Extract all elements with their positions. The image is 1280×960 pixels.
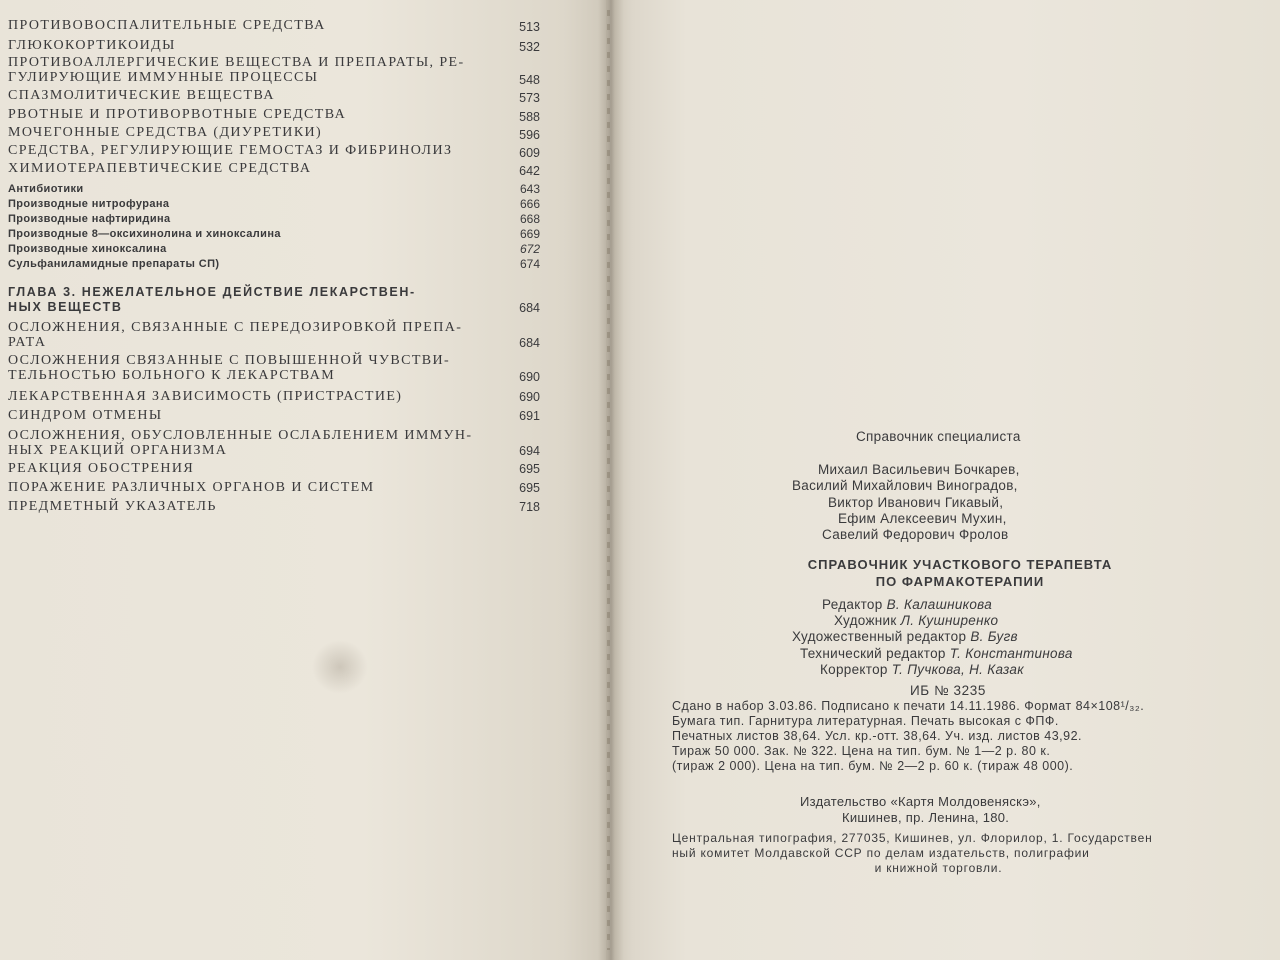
paper-stain bbox=[312, 640, 368, 694]
credit-art-editor bbox=[792, 629, 1018, 644]
toc-entry-title: ХИМИОТЕРАПЕВТИЧЕСКИЕ СРЕДСТВА bbox=[8, 161, 312, 176]
toc-entry-page: 690 bbox=[519, 370, 540, 384]
credit-role: Редактор bbox=[822, 597, 883, 612]
credit-person: В. Бугв bbox=[970, 629, 1018, 644]
toc-entry-page: 695 bbox=[519, 462, 540, 476]
book-title bbox=[770, 556, 1150, 590]
toc-entry-page: 674 bbox=[519, 257, 540, 271]
printing-house: Центральная типография, 277035, Кишинев, ул. Флорилор, 1. Государствен ный комитет Молдавской ССР по делам издательств, полиграфии и книжной торговли. bbox=[672, 831, 1153, 875]
credit-person: В. Калашникова bbox=[886, 597, 993, 612]
toc-entry-title: СПАЗМОЛИТИЧЕСКИЕ ВЕЩЕСТВА bbox=[8, 88, 275, 103]
toc-entry-page: 718 bbox=[519, 500, 540, 514]
toc-entry-title: ГЛЮКОКОРТИКОИДЫ bbox=[8, 38, 176, 53]
toc-entry-page: 609 bbox=[519, 146, 540, 160]
author-name: Виктор Иванович Гикавый, bbox=[828, 495, 1004, 510]
toc-entry-title: РВОТНЫЕ И ПРОТИВОРВОТНЫЕ СРЕДСТВА bbox=[8, 107, 347, 122]
credit-role: Художественный редактор bbox=[792, 629, 967, 644]
toc-entry-title: СРЕДСТВА, РЕГУЛИРУЮЩИЕ ГЕМОСТАЗ И ФИБРИНОЛИЗ bbox=[8, 143, 453, 158]
print-specifications: Сдано в набор 3.03.86. Подписано к печати 14.11.1986. Формат 84×108¹/₃₂. Бумага тип. Гарнитура литературная. Печать высокая с ФПФ. Печатных листов 38,64. Усл. кр.-отт. 38,64. Уч. изд. листов 43,92. Тираж 50 000. Зак. № 322. Цена на тип. бум. № 1—2 р. 80 к. (тираж 2 000). Цена на тип. бум. № 2—2 р. 60 к. (тираж 48 000). bbox=[672, 699, 1145, 773]
toc-entry-title: ПРОТИВОВОСПАЛИТЕЛЬНЫЕ СРЕДСТВА bbox=[8, 18, 326, 33]
author-name: Савелий Федорович Фролов bbox=[822, 527, 1009, 542]
toc-entry-page: 666 bbox=[519, 197, 540, 211]
toc-entry-title: ЛЕКАРСТВЕННАЯ ЗАВИСИМОСТЬ (ПРИСТРАСТИЕ) bbox=[8, 389, 403, 404]
publication-number: ИБ № 3235 bbox=[910, 683, 986, 698]
toc-entry-page: 548 bbox=[519, 73, 540, 87]
credit-role: Корректор bbox=[820, 662, 888, 677]
author-name: Михаил Васильевич Бочкарев, bbox=[818, 462, 1020, 477]
toc-entry-title: ОСЛОЖНЕНИЯ, ОБУСЛОВЛЕННЫЕ ОСЛАБЛЕНИЕМ ИММУН- НЫХ РЕАКЦИЙ ОРГАНИЗМА bbox=[8, 428, 473, 458]
toc-entry-title: МОЧЕГОННЫЕ СРЕДСТВА (ДИУРЕТИКИ) bbox=[8, 125, 323, 140]
toc-entry-page: 672 bbox=[519, 242, 540, 256]
toc-entry-title: ПРЕДМЕТНЫЙ УКАЗАТЕЛЬ bbox=[8, 499, 217, 514]
toc-entry-title: СИНДРОМ ОТМЕНЫ bbox=[8, 408, 163, 423]
credit-person: Л. Кушниренко bbox=[900, 613, 999, 628]
toc-entry-title: РЕАКЦИЯ ОБОСТРЕНИЯ bbox=[8, 461, 195, 476]
toc-entry-title: Производные нафтиридина bbox=[8, 213, 171, 225]
toc-entry-page: 684 bbox=[519, 336, 540, 350]
book-title-line: ПО ФАРМАКОТЕРАПИИ bbox=[875, 574, 1045, 589]
credit-editor bbox=[822, 597, 992, 612]
book-title-line: СПРАВОЧНИК УЧАСТКОВОГО ТЕРАПЕВТА bbox=[807, 557, 1113, 572]
toc-entry-title: ГЛАВА 3. НЕЖЕЛАТЕЛЬНОЕ ДЕЙСТВИЕ ЛЕКАРСТВЕН- НЫХ ВЕЩЕСТВ bbox=[8, 285, 416, 314]
toc-entry-page: 573 bbox=[519, 91, 540, 105]
credit-tech-editor bbox=[800, 646, 1073, 661]
toc-entry-title: ОСЛОЖНЕНИЯ СВЯЗАННЫЕ С ПОВЫШЕННОЙ ЧУВСТВИ- ТЕЛЬНОСТЬЮ БОЛЬНОГО К ЛЕКАРСТВАМ bbox=[8, 353, 451, 383]
toc-entry-page: 669 bbox=[519, 227, 540, 241]
toc-entry-title: ОСЛОЖНЕНИЯ, СВЯЗАННЫЕ С ПЕРЕДОЗИРОВКОЙ ПРЕПА- РАТА bbox=[8, 320, 463, 350]
toc-entry-page: 690 bbox=[519, 390, 540, 404]
credit-role: Художник bbox=[834, 613, 897, 628]
publisher-address: Кишинев, пр. Ленина, 180. bbox=[842, 810, 1010, 825]
toc-entry-title: Производные 8—оксихинолина и хиноксалина bbox=[8, 228, 281, 240]
author-name: Ефим Алексеевич Мухин, bbox=[838, 511, 1007, 526]
publisher-name: Издательство «Картя Молдовеняскэ», bbox=[800, 794, 1041, 809]
toc-entry-page: 588 bbox=[519, 110, 540, 124]
toc-entry-title: ПОРАЖЕНИЕ РАЗЛИЧНЫХ ОРГАНОВ И СИСТЕМ bbox=[8, 480, 375, 495]
toc-entry-page: 684 bbox=[519, 301, 540, 315]
imprint-page bbox=[606, 0, 1280, 960]
credit-artist bbox=[834, 613, 998, 628]
toc-entry-page: 691 bbox=[519, 409, 540, 423]
toc-entry-page: 694 bbox=[519, 444, 540, 458]
toc-entry-title: Сульфаниламидные препараты СП) bbox=[8, 258, 220, 270]
toc-entry-page: 532 bbox=[519, 40, 540, 54]
toc-entry-title: Антибиотики bbox=[8, 183, 84, 195]
toc-entry-page: 695 bbox=[519, 481, 540, 495]
credit-proofreader bbox=[820, 662, 1024, 677]
toc-entry-page: 642 bbox=[519, 164, 540, 178]
credit-person: Т. Константинова bbox=[949, 646, 1073, 661]
credit-person: Т. Пучкова, Н. Казак bbox=[891, 662, 1024, 677]
author-name: Василий Михайлович Виноградов, bbox=[792, 478, 1018, 493]
toc-entry-title: Производные нитрофурана bbox=[8, 198, 170, 210]
toc-entry-page: 668 bbox=[519, 212, 540, 226]
toc-entry-title: Производные хиноксалина bbox=[8, 243, 167, 255]
toc-entry-title: ПРОТИВОАЛЛЕРГИЧЕСКИЕ ВЕЩЕСТВА И ПРЕПАРАТЫ, РЕ- ГУЛИРУЮЩИЕ ИММУННЫЕ ПРОЦЕССЫ bbox=[8, 55, 465, 85]
toc-entry-page: 596 bbox=[519, 128, 540, 142]
series-name: Справочник специалиста bbox=[856, 429, 1021, 444]
toc-entry-page: 513 bbox=[519, 20, 540, 34]
toc-entry-page: 643 bbox=[519, 182, 540, 196]
credit-role: Технический редактор bbox=[800, 646, 946, 661]
